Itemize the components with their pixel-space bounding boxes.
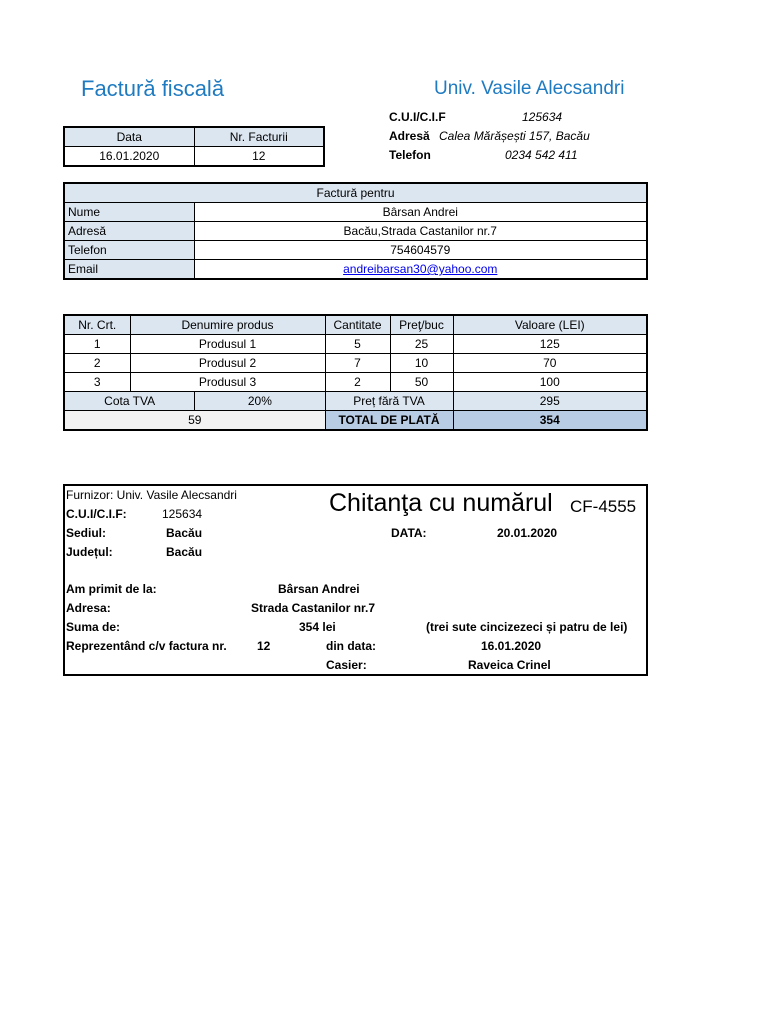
receipt-address-label: Adresa:: [66, 601, 111, 615]
received-from-value: Bârsan Andrei: [278, 582, 360, 596]
product-qty: 7: [325, 354, 390, 373]
client-email-link[interactable]: andreibarsan30@yahoo.com: [343, 262, 498, 276]
receipt-county-label: Județul:: [66, 545, 113, 559]
table-row: [64, 373, 647, 392]
vat-value: 20%: [194, 392, 324, 410]
vat-amount: 59: [64, 411, 325, 431]
university-name: Univ. Vasile Alecsandri: [434, 78, 625, 99]
client-label: Telefon: [64, 241, 194, 260]
receipt-cui-value: 125634: [162, 507, 203, 521]
receipt-date-label: DATA:: [391, 526, 427, 540]
invoice-meta-table: [63, 126, 325, 167]
receipt-cui-label: C.U.I/C.I.F:: [66, 507, 127, 521]
date-header: Data: [64, 127, 194, 147]
address-label: Adresă: [389, 129, 430, 143]
invoice-ref-label: Reprezentând c/v factura nr.: [66, 639, 227, 653]
product-name: Produsul 1: [130, 335, 325, 354]
phone-label: Telefon: [389, 148, 431, 162]
cui-label: C.U.I/C.I.F: [389, 110, 446, 124]
sum-value: 354 lei: [299, 620, 336, 634]
col-header: Denumire produs: [130, 315, 325, 335]
client-address: Bacău,Strada Castanilor nr.7: [194, 222, 647, 241]
col-header: Nr. Crt.: [64, 315, 130, 335]
row-nr: 2: [64, 354, 130, 373]
col-header: Preţ/buc: [390, 315, 453, 335]
from-date-value: 16.01.2020: [481, 639, 542, 653]
table-row: [64, 260, 647, 280]
receipt-county-value: Bacău: [166, 545, 203, 559]
product-qty: 5: [325, 335, 390, 354]
col-header: Cantitate: [325, 315, 390, 335]
receipt-number: CF-4555: [570, 497, 637, 516]
product-value: 70: [453, 354, 647, 373]
client-label: Email: [64, 260, 194, 280]
product-qty: 2: [325, 373, 390, 392]
cui-value: 125634: [522, 110, 563, 124]
receipt-seat-label: Sediul:: [66, 526, 107, 540]
col-header: Valoare (LEI): [453, 315, 647, 335]
client-name: Bârsan Andrei: [194, 203, 647, 222]
table-row: [64, 203, 647, 222]
cashier-value: Raveica Crinel: [468, 658, 551, 672]
phone-value: 0234 542 411: [505, 148, 578, 162]
receipt-box: [63, 484, 648, 676]
table-row: [64, 335, 647, 354]
client-label: Nume: [64, 203, 194, 222]
vat-label: Cota TVA: [104, 394, 156, 408]
received-from-label: Am primit de la:: [66, 582, 157, 596]
receipt-date-value: 20.01.2020: [497, 526, 558, 540]
invoice-ref-value: 12: [257, 639, 271, 653]
address-value: Calea Mărășești 157, Bacău: [439, 129, 590, 143]
net-label: Preț fără TVA: [325, 392, 453, 411]
net-value: 295: [453, 392, 647, 411]
product-value: 100: [453, 373, 647, 392]
products-table: [63, 314, 648, 431]
product-name: Produsul 3: [130, 373, 325, 392]
receipt-title: Chitanţa cu numărul: [329, 489, 553, 517]
total-value: 354: [453, 411, 647, 431]
client-table: [63, 182, 648, 280]
invoice-date: 16.01.2020: [64, 147, 194, 167]
product-price: 50: [390, 373, 453, 392]
table-row: [64, 222, 647, 241]
total-label: TOTAL DE PLATĂ: [325, 411, 453, 431]
number-header: Nr. Facturii: [194, 127, 324, 147]
cashier-label: Casier:: [326, 658, 367, 672]
invoice-number: 12: [194, 147, 324, 167]
client-label: Adresă: [64, 222, 194, 241]
client-section-title: Factură pentru: [64, 183, 647, 203]
receipt-address-value: Strada Castanilor nr.7: [251, 601, 376, 615]
client-phone: 754604579: [194, 241, 647, 260]
table-row: [64, 354, 647, 373]
invoice-title: Factură fiscală: [81, 76, 225, 101]
row-nr: 1: [64, 335, 130, 354]
sum-label: Suma de:: [66, 620, 121, 634]
product-price: 10: [390, 354, 453, 373]
product-price: 25: [390, 335, 453, 354]
receipt-seat-value: Bacău: [166, 526, 203, 540]
receipt-supplier: Furnizor: Univ. Vasile Alecsandri: [66, 488, 237, 502]
product-name: Produsul 2: [130, 354, 325, 373]
table-row: [64, 241, 647, 260]
product-value: 125: [453, 335, 647, 354]
from-date-label: din data:: [326, 639, 376, 653]
sum-in-words: (trei sute cincizezeci și patru de lei): [426, 620, 628, 634]
row-nr: 3: [64, 373, 130, 392]
